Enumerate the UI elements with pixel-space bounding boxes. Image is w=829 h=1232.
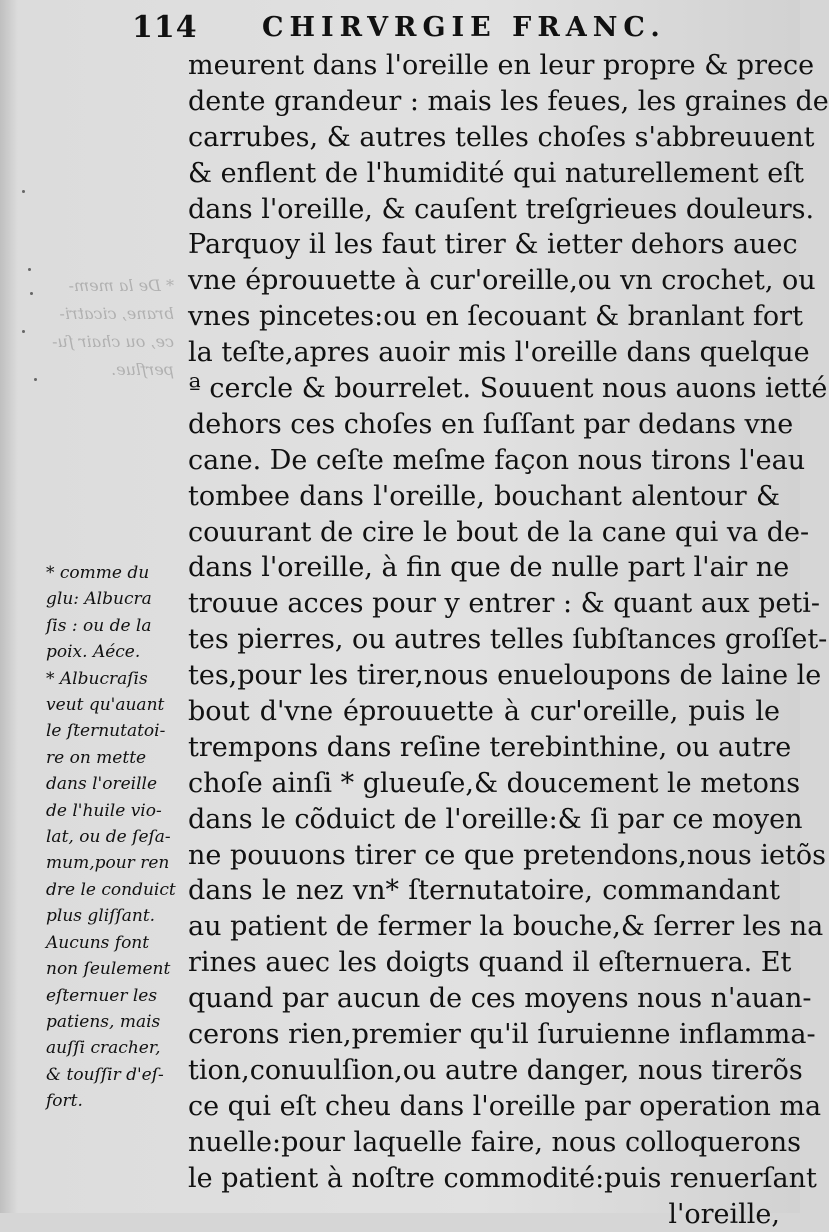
text-line: ª cercle & bourrelet. Souuent nous auons ietté [188, 371, 780, 407]
margin-note-line: lat, ou de ſeſa- [46, 824, 196, 850]
text-line: trempons dans reſine terebinthine, ou autre [188, 730, 780, 766]
margin-note-line: Aucuns font [46, 930, 196, 956]
text-line: bout d'vne éprouuette à cur'oreille, puis le [188, 694, 780, 730]
text-line: vne éprouuette à cur'oreille,ou vn crochet, ou [188, 263, 780, 299]
text-line: ne pouuons tirer ce que pretendons,nous ietõs [188, 838, 780, 874]
margin-note-line: ſis : ou de la [46, 613, 196, 639]
text-line: cane. De ceſte meſme façon nous tirons l'eau [188, 443, 780, 479]
text-line: dente grandeur : mais les feues, les graines de [188, 84, 780, 120]
text-line: couurant de cire le bout de la cane qui va de- [188, 515, 780, 551]
text-line: le patient à noſtre commodité:puis renuerſant [188, 1161, 780, 1197]
text-line: tombee dans l'oreille, bouchant alentour & [188, 479, 780, 515]
text-line: tes,pour les tirer,nous enueloupons de laine le [188, 658, 780, 694]
margin-note [46, 560, 196, 1115]
text-line: cerons rien,premier qu'il ſuruienne inflamma- [188, 1017, 780, 1053]
margin-note-line: poix. Aéce. [46, 639, 196, 665]
text-line: meurent dans l'oreille en leur propre & prece [188, 48, 780, 84]
text-line: choſe ainſi * glueuſe,& doucement le metons [188, 766, 780, 802]
text-line: Parquoy il les faut tirer & ietter dehors auec [188, 227, 780, 263]
text-line: ce qui eſt cheu dans l'oreille par operation ma [188, 1089, 780, 1125]
text-line: dehors ces choſes en ſuſſant par dedans vne [188, 407, 780, 443]
text-line: l'oreille, [188, 1197, 780, 1232]
text-line: tion,conuulſion,ou autre danger, nous tirerõs [188, 1053, 780, 1089]
margin-note-line: re on mette [46, 745, 196, 771]
margin-note-line: dre le conduict [46, 877, 196, 903]
text-line: & enflent de l'humidité qui naturellement eſt [188, 156, 780, 192]
running-head [0, 8, 800, 52]
running-title: CHIRVRGIE FRANC. [262, 12, 666, 43]
text-line: nuelle:pour laquelle faire, nous colloquerons [188, 1125, 780, 1161]
page-number: 114 [132, 10, 198, 45]
margin-note-line: * comme du [46, 560, 196, 586]
text-line: carrubes, & autres telles choſes s'abbreuuent [188, 120, 780, 156]
margin-note-line: plus gliſſant. [46, 903, 196, 929]
margin-note-line: veut qu'auant [46, 692, 196, 718]
margin-note-line: le ſternutatoi- [46, 718, 196, 744]
margin-note-line: * Albucraſis [46, 666, 196, 692]
margin-note-line: de l'huile vio- [46, 798, 196, 824]
text-line: dans l'oreille, & cauſent treſgrieues douleurs. [188, 192, 780, 228]
text-line: vnes pincetes:ou en ſecouant & branlant fort [188, 299, 780, 335]
margin-note-line: & touſſir d'eſ- [46, 1062, 196, 1088]
text-line: rines auec les doigts quand il eſternuera. Et [188, 945, 780, 981]
margin-note-line: fort. [46, 1088, 196, 1114]
text-line: dans le nez vn* ſternutatoire, commandant [188, 873, 780, 909]
text-line: dans l'oreille, à fin que de nulle part l'air ne [188, 550, 780, 586]
text-line: dans le cõduict de l'oreille:& ſi par ce moyen [188, 802, 780, 838]
margin-note-line: patiens, mais [46, 1009, 196, 1035]
margin-note-line: eſternuer les [46, 983, 196, 1009]
main-text-block [188, 48, 780, 1232]
text-line: la teſte,apres auoir mis l'oreille dans quelque [188, 335, 780, 371]
text-line: quand par aucun de ces moyens nous n'auan- [188, 981, 780, 1017]
bleed-through-note: * De la mem- brane, cicatri- ce, ou chair ſu- perflue. [44, 272, 174, 384]
margin-note-line: mum,pour ren [46, 850, 196, 876]
margin-note-line: dans l'oreille [46, 771, 196, 797]
text-line: tes pierres, ou autres telles ſubſtances groſſet- [188, 622, 780, 658]
margin-note-line: non ſeulement [46, 956, 196, 982]
margin-note-line: auſſi cracher, [46, 1035, 196, 1061]
margin-note-line: glu: Albucra [46, 586, 196, 612]
text-line: au patient de fermer la bouche,& ſerrer les na [188, 909, 780, 945]
text-line: trouue acces pour y entrer : & quant aux peti- [188, 586, 780, 622]
